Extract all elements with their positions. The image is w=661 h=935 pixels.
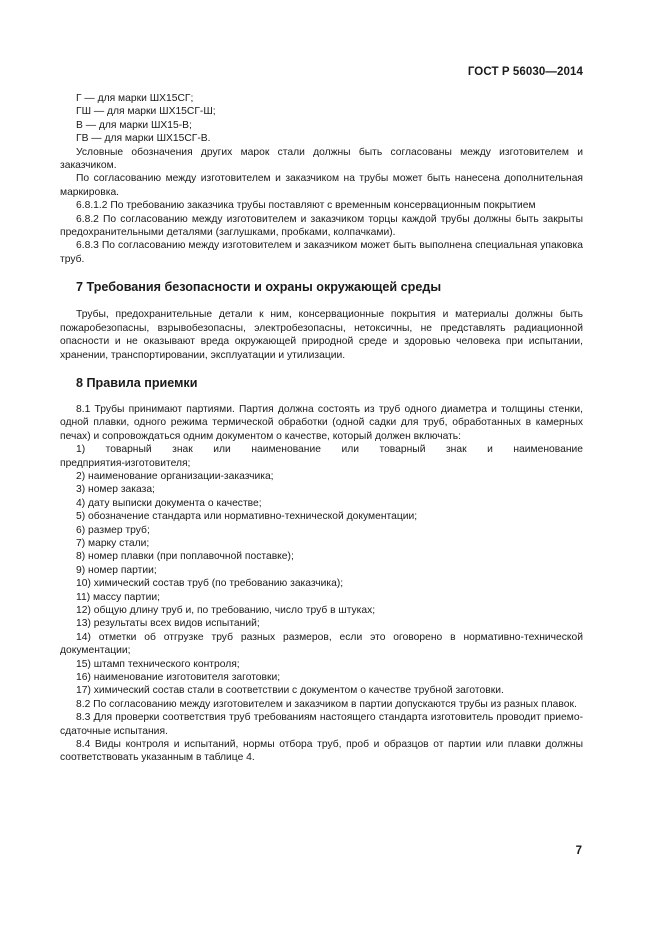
paragraph: 6.8.3 По согласованию между изготовителем и заказчиком может быть выполнена специальная упаковка труб. [60, 240, 583, 265]
page-number: 7 [575, 845, 582, 857]
list-item: 3) номер заказа; [76, 484, 155, 496]
section-7-text: Трубы, предохранительные детали к ним, консервационные покрытия и материалы должны быть пожаробезопасны, взрывобезопасны, электробезопасны, нетоксичны, не представлять радиационной опасности и не оказывают вреда окружающей природной среде и здоровью человека при испытании, хранении, транспортировании, эксплуатации и утилизации. [60, 309, 583, 361]
page-content [60, 92, 583, 765]
section-8-heading: 8 Правила приемки [76, 375, 198, 390]
list-item: ГВ — для марки ШХ15СГ-В. [76, 133, 211, 145]
list-item: 4) дату выписки документа о качестве; [76, 497, 262, 509]
paragraph: По согласованию между изготовителем и заказчиком на трубы может быть нанесена дополнительная маркировка. [60, 173, 583, 198]
list-item: 2) наименование организации-заказчика; [76, 470, 274, 482]
section-7-heading: 7 Требования безопасности и охраны окружающей среды [76, 280, 442, 295]
section-8-intro: 8.1 Трубы принимают партиями. Партия должна состоять из труб одного диаметра и толщины стенки, одной плавки, одного режима термической обработки (одной садки для труб, обработанных в камерных печах) и сопровождаться одним документом о качестве, который должен включать: [60, 403, 583, 442]
list-item: 1) товарный знак или наименование или товарный знак и наименование предприятия-изготовителя; [60, 444, 583, 469]
list-item: 11) массу партии; [76, 591, 160, 603]
paragraph: Условные обозначения других марок стали должны быть согласованы между изготовителем и заказчиком. [60, 146, 583, 172]
paragraph-8-3: 8.3 Для проверки соответствия труб требованиям настоящего стандарта изготовитель проводит приемо-сдаточные испытания. [60, 712, 583, 737]
list-item: 10) химический состав труб (по требованию заказчика); [76, 578, 344, 590]
document-header-standard: ГОСТ Р 56030—2014 [467, 66, 583, 78]
list-item: 16) наименование изготовителя заготовки; [76, 672, 281, 684]
list-item: 15) штамп технического контроля; [76, 658, 240, 670]
list-item: 6) размер труб; [76, 524, 150, 536]
list-item: 14) отметки об отгрузке труб разных размеров, если это оговорено в нормативно-технической документации; [60, 631, 583, 657]
paragraph-8-4: 8.4 Виды контроля и испытаний, нормы отбора труб, проб и образцов от партии или плавки должны соответствовать указанным в таблице 4. [60, 739, 583, 764]
list-item: В — для марки ШХ15-В; [76, 119, 192, 131]
list-item: Г — для марки ШХ15СГ; [76, 93, 194, 104]
list-item: 12) общую длину труб и, по требованию, число труб в штуках; [76, 605, 376, 616]
list-item: 9) номер партии; [76, 564, 157, 576]
paragraph: 6.8.1.2 По требованию заказчика трубы поставляют с временным консервационным покрытием [76, 200, 536, 212]
list-item: 7) марку стали; [76, 537, 150, 549]
paragraph-8-2: 8.2 По согласованию между изготовителем и заказчиком в партии допускаются трубы из разных плавок. [76, 698, 577, 710]
list-item: 8) номер плавки (при поплавочной поставке); [76, 551, 294, 563]
list-item: 13) результаты всех видов испытаний; [76, 618, 260, 630]
paragraph: 6.8.2 По согласованию между изготовителем и заказчиком торцы каждой трубы должны быть закрыты предохранительными деталями (заглушками, пробками, колпачками). [60, 213, 583, 239]
list-item: 17) химический состав стали в соответствии с документом о качестве трубной заготовки. [76, 685, 504, 697]
list-item: ГШ — для марки ШХ15СГ-Ш; [76, 106, 216, 118]
list-item: 5) обозначение стандарта или нормативно-технической документации; [76, 511, 418, 523]
